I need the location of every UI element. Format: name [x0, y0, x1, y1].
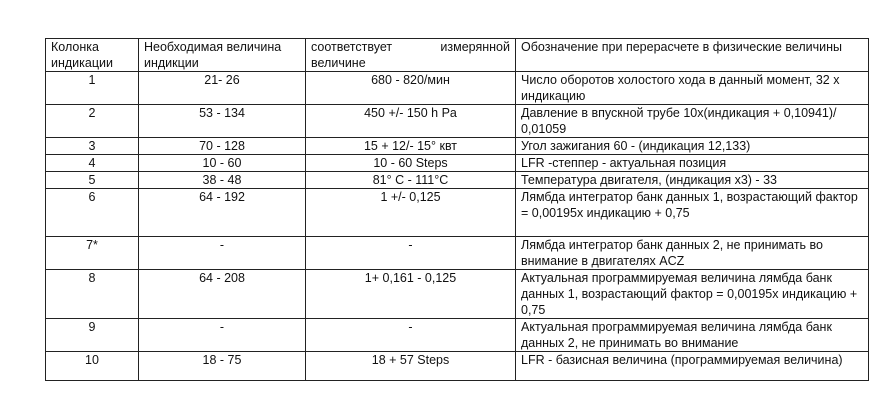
column-number: 6: [46, 189, 139, 237]
header-cell: Обозначение при перерасчете в физические величины: [516, 39, 869, 72]
table-row: [46, 189, 869, 237]
description: Актуальная программируемая величина лямбда банк данных 2, не принимать во внимание: [516, 319, 869, 352]
measured-value: -: [306, 319, 516, 352]
measured-value: 10 - 60 Steps: [306, 155, 516, 172]
measured-value: 1+ 0,161 - 0,125: [306, 270, 516, 319]
description: Угол зажигания 60 - (индикация 12,133): [516, 138, 869, 155]
table-row: [46, 237, 869, 270]
description: LFR -степпер - актуальная позиция: [516, 155, 869, 172]
required-range: 64 - 192: [139, 189, 306, 237]
column-number: 9: [46, 319, 139, 352]
required-range: 38 - 48: [139, 172, 306, 189]
table-row: [46, 270, 869, 319]
required-range: -: [139, 319, 306, 352]
measured-value: 1 +/- 0,125: [306, 189, 516, 237]
description: Температура двигателя, (индикация х3) - 33: [516, 172, 869, 189]
column-number: 2: [46, 105, 139, 138]
required-range: 21- 26: [139, 72, 306, 105]
required-range: 64 - 208: [139, 270, 306, 319]
measured-value: 450 +/- 150 h Pa: [306, 105, 516, 138]
header-cell: соответствует измерянной величине: [306, 39, 516, 72]
column-number: 1: [46, 72, 139, 105]
column-number: 5: [46, 172, 139, 189]
measured-value: 15 + 12/- 15° квт: [306, 138, 516, 155]
column-number: 3: [46, 138, 139, 155]
header-cell: Необходимая величина индикции: [139, 39, 306, 72]
measured-value: 81° C - 111°C: [306, 172, 516, 189]
description: LFR - базисная величина (программируемая величина): [516, 352, 869, 381]
column-number: 8: [46, 270, 139, 319]
required-range: 53 - 134: [139, 105, 306, 138]
measured-value: 680 - 820/мин: [306, 72, 516, 105]
table-row: [46, 172, 869, 189]
measured-value: -: [306, 237, 516, 270]
description: Давление в впускной трубе 10х(индикация + 0,10941)/ 0,01059: [516, 105, 869, 138]
description: Актуальная программируемая величина лямбда банк данных 1, возрастающий фактор = 0,00195х индикацию + 0,75: [516, 270, 869, 319]
description: Число оборотов холостого хода в данный момент, 32 х индикацию: [516, 72, 869, 105]
required-range: 10 - 60: [139, 155, 306, 172]
required-range: 18 - 75: [139, 352, 306, 381]
description: Лямбда интегратор банк данных 2, не принимать во внимание в двигателях ACZ: [516, 237, 869, 270]
table-row: [46, 105, 869, 138]
required-range: -: [139, 237, 306, 270]
header-row: [46, 39, 869, 72]
table-row: [46, 352, 869, 381]
indication-table: [45, 38, 869, 381]
column-number: 4: [46, 155, 139, 172]
table-row: [46, 319, 869, 352]
description: Лямбда интегратор банк данных 1, возрастающий фактор = 0,00195х индикацию + 0,75: [516, 189, 869, 237]
table-row: [46, 138, 869, 155]
measured-value: 18 + 57 Steps: [306, 352, 516, 381]
column-number: 7*: [46, 237, 139, 270]
table-row: [46, 155, 869, 172]
table-row: [46, 72, 869, 105]
column-number: 10: [46, 352, 139, 381]
header-cell: Колонка индикации: [46, 39, 139, 72]
required-range: 70 - 128: [139, 138, 306, 155]
